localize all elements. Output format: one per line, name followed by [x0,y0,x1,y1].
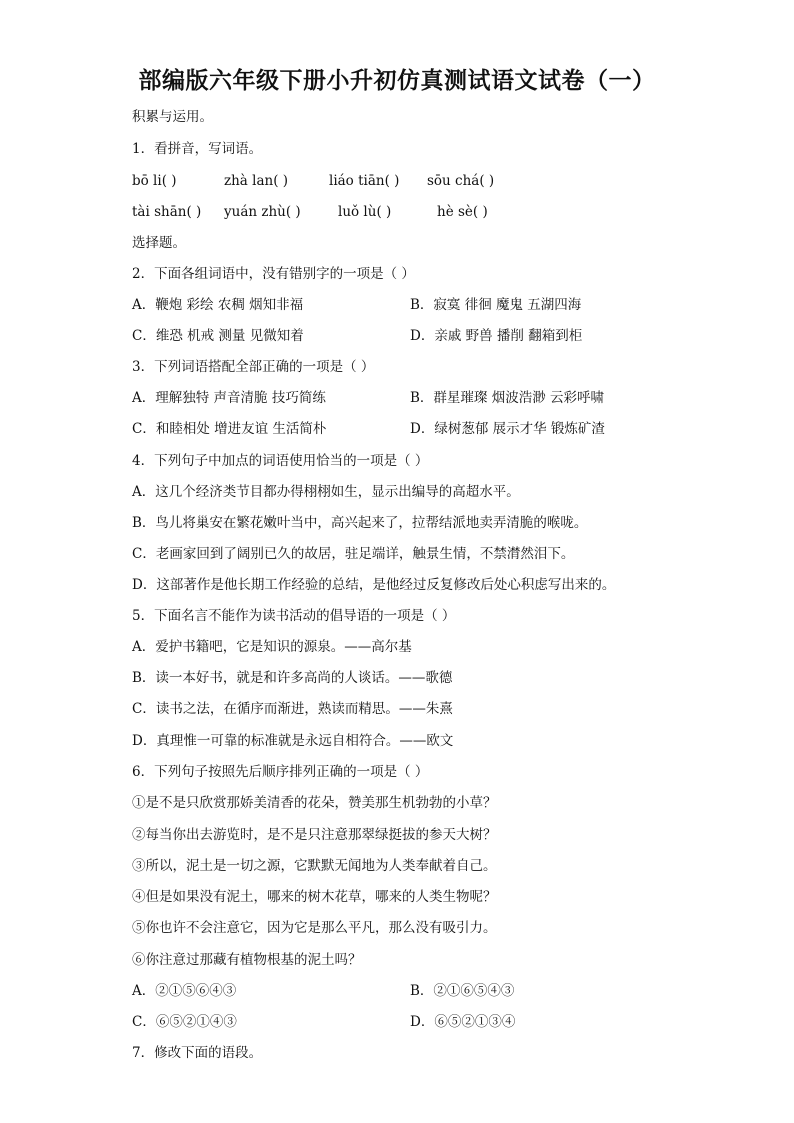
pinyin-item: liáo tiān( ) [329,173,400,189]
option-d: D．这部著作是他长期工作经验的总结，是他经过反复修改后处心积虑写出来的。 [132,577,616,593]
option-a: A．爱护书籍吧，它是知识的源泉。——高尔基 [132,639,412,655]
option-d: D．真理惟一可靠的标准就是永远自相符合。——欧文 [132,733,454,749]
sentence-1: ①是不是只欣赏那娇美清香的花朵，赞美那生机勃勃的小草？ [132,795,497,811]
question-1-stem: 1．看拼音，写词语。 [132,141,263,157]
option-a: A．②①⑤⑥④③ [132,983,237,999]
option-c: C．读书之法，在循序而渐进，熟读而精思。——朱熹 [132,701,453,717]
sentence-6: ⑥你注意过那藏有植物根基的泥土吗？ [132,952,362,968]
pinyin-item: hè sè( ) [437,204,488,220]
pinyin-item: bō li( ) [132,173,177,189]
question-2-stem: 2．下面各组词语中，没有错别字的一项是（ ） [132,266,415,282]
option-c: C．和睦相处 增进友谊 生活简朴 [132,421,327,437]
sentence-4: ④但是如果没有泥土，哪来的树木花草，哪来的人类生物呢？ [132,889,497,905]
section-heading: 积累与运用。 [132,109,213,125]
question-4-stem: 4．下列句子中加点的词语使用恰当的一项是（ ） [132,453,429,469]
option-b: B．寂寞 徘徊 魔鬼 五湖四海 [410,297,582,313]
section-heading: 选择题。 [132,235,186,251]
option-c: C．⑥⑤②①④③ [132,1014,237,1030]
pinyin-item: luǒ lù( ) [338,204,392,220]
option-c: C．老画家回到了阔别已久的故居，驻足端详，触景生情，不禁潸然泪下。 [132,546,575,562]
question-5-stem: 5．下面名言不能作为读书活动的倡导语的一项是（ ） [132,608,456,624]
option-b: B．读一本好书，就是和许多高尚的人谈话。——歌德 [132,670,453,686]
option-b: B．群星璀璨 烟波浩渺 云彩呼啸 [410,390,605,406]
pinyin-item: zhà lan( ) [224,173,289,189]
pinyin-item: yuán zhù( ) [224,204,301,220]
option-c: C．维恐 机戒 测量 见微知着 [132,328,304,344]
question-6-stem: 6．下列句子按照先后顺序排列正确的一项是（ ） [132,764,429,780]
option-d: D．绿树葱郁 展示才华 锻炼矿渣 [410,421,605,437]
option-b: B．鸟儿将巢安在繁花嫩叶当中，高兴起来了，拉帮结派地卖弄清脆的喉咙。 [132,515,588,531]
question-3-stem: 3．下列词语搭配全部正确的一项是（ ） [132,359,375,375]
option-d: D．亲戚 野兽 播削 翻箱到柜 [410,328,583,344]
pinyin-item: sōu chá( ) [427,173,495,189]
sentence-3: ③所以，泥土是一切之源，它默默无闻地为人类奉献着自己。 [132,858,497,874]
option-a: A．这几个经济类节目都办得栩栩如生，显示出编导的高超水平。 [132,484,520,500]
option-a: A．理解独特 声音清脆 技巧简练 [132,390,326,406]
sentence-2: ②每当你出去游览时，是不是只注意那翠绿挺拔的参天大树？ [132,827,497,843]
page-title: 部编版六年级下册小升初仿真测试语文试卷（一） [138,68,656,94]
pinyin-item: tài shān( ) [132,204,202,220]
option-d: D．⑥⑤②①③④ [410,1014,516,1030]
question-7-stem: 7．修改下面的语段。 [132,1045,263,1061]
option-b: B．②①⑥⑤④③ [410,983,515,999]
sentence-5: ⑤你也许不会注意它，因为它是那么平凡，那么没有吸引力。 [132,920,497,936]
option-a: A．鞭炮 彩绘 农稠 烟知非福 [132,297,304,313]
